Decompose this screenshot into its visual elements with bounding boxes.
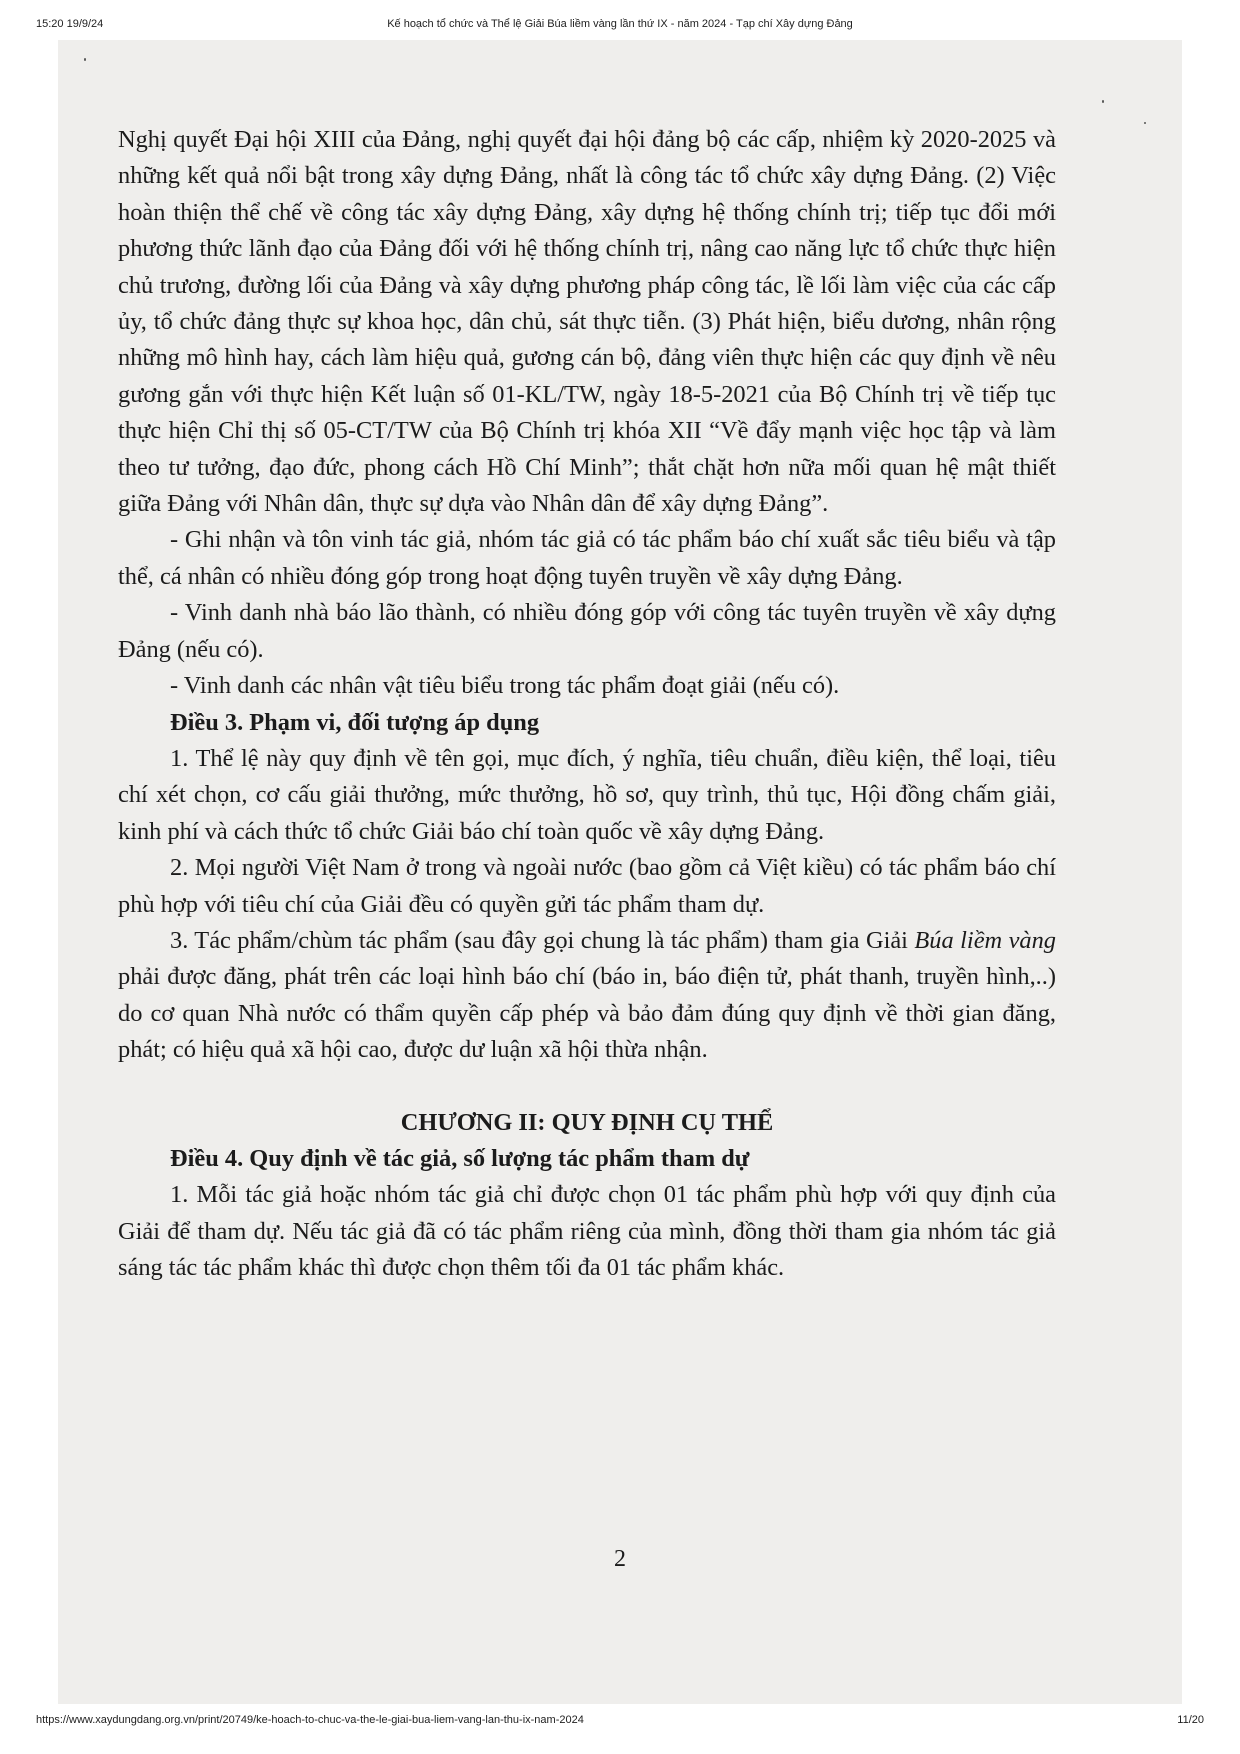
print-footer — [0, 1714, 1240, 1734]
print-timestamp: 15:20 19/9/24 — [36, 18, 104, 30]
document-body — [118, 122, 1056, 1287]
body-paragraph: Nghị quyết Đại hội XIII của Đảng, nghị quyết đại hội đảng bộ các cấp, nhiệm kỳ 2020-2025 và những kết quả nổi bật trong xây dựng Đảng, nhất là công tác tổ chức xây dựng Đảng. (2) Việc hoàn thiện thể chế về công tác xây dựng Đảng, xây dựng hệ thống chính trị; tiếp tục đổi mới phương thức lãnh đạo của Đảng đối với hệ thống chính trị, nâng cao năng lực tổ chức thực hiện chủ trương, đường lối của Đảng và xây dựng phương pháp công tác, lề lối làm việc của các cấp ủy, tổ chức đảng thực sự khoa học, dân chủ, sát thực tiễn. (3) Phát hiện, biểu dương, nhân rộng những mô hình hay, cách làm hiệu quả, gương cán bộ, đảng viên thực hiện các quy định về nêu gương gắn với thực hiện Kết luận số 01-KL/TW, ngày 18-5-2021 của Bộ Chính trị về tiếp tục thực hiện Chỉ thị số 05-CT/TW của Bộ Chính trị khóa XII “Về đẩy mạnh việc học tập và làm theo tư tưởng, đạo đức, phong cách Hồ Chí Minh”; thắt chặt hơn nữa mối quan hệ mật thiết giữa Đảng với Nhân dân, thực sự dựa vào Nhân dân để xây dựng Đảng”. — [118, 126, 1056, 518]
clause-paragraph: 1. Thể lệ này quy định về tên gọi, mục đích, ý nghĩa, tiêu chuẩn, điều kiện, thể loại, tiêu chí xét chọn, cơ cấu giải thưởng, mức thưởng, hồ sơ, quy trình, thủ tục, Hội đồng chấm giải, kinh phí và cách thức tổ chức Giải báo chí toàn quốc về xây dựng Đảng. — [118, 744, 1056, 845]
print-page-title: Kế hoạch tổ chức và Thể lệ Giải Búa liềm vàng lần thứ IX - năm 2024 - Tạp chí Xây dựng Đảng — [387, 18, 853, 30]
chapter-heading: CHƯƠNG II: QUY ĐỊNH CỤ THỂ — [400, 1108, 774, 1136]
bullet-paragraph: - Vinh danh nhà báo lão thành, có nhiều đóng góp với công tác tuyên truyền về xây dựng Đảng (nếu có). — [118, 599, 1056, 663]
scan-speck — [1102, 100, 1104, 103]
clause-paragraph: 1. Mỗi tác giả hoặc nhóm tác giả chỉ được chọn 01 tác phẩm phù hợp với quy định của Giải để tham dự. Nếu tác giả đã có tác phẩm riêng của mình, đồng thời tham gia nhóm tác giả sáng tác tác phẩm khác thì được chọn thêm tối đa 01 tác phẩm khác. — [118, 1181, 1056, 1282]
clause-paragraph: 2. Mọi người Việt Nam ở trong và ngoài nước (bao gồm cả Việt kiều) có tác phẩm báo chí phù hợp với tiêu chí của Giải đều có quyền gửi tác phẩm tham dự. — [118, 854, 1056, 918]
print-header — [0, 18, 1240, 38]
scan-speck — [1144, 122, 1146, 124]
bullet-paragraph: - Ghi nhận và tôn vinh tác giả, nhóm tác giả có tác phẩm báo chí xuất sắc tiêu biểu và tập thể, cá nhân có nhiều đóng góp trong hoạt động tuyên truyền về xây dựng Đảng. — [118, 526, 1056, 590]
page-number: 2 — [614, 1546, 626, 1572]
article-heading: Điều 4. Quy định về tác giả, số lượng tác phẩm tham dự — [170, 1144, 750, 1172]
scan-speck — [84, 58, 86, 61]
clause-text: 3. Tác phẩm/chùm tác phẩm (sau đây gọi chung là tác phẩm) tham gia Giải — [170, 926, 908, 954]
award-name: Búa liềm vàng — [914, 926, 1056, 954]
clause-text: phải được đăng, phát trên các loại hình báo chí (báo in, báo điện tử, phát thanh, truyền hình,..) do cơ quan Nhà nước có thẩm quyền cấp phép và bảo đảm đúng quy định về thời gian đăng, phát; có hiệu quả xã hội cao, được dư luận xã hội thừa nhận. — [118, 963, 1056, 1064]
article-heading: Điều 3. Phạm vi, đối tượng áp dụng — [170, 708, 540, 736]
print-page-count: 11/20 — [1177, 1714, 1204, 1726]
clause-paragraph — [118, 923, 1056, 1069]
print-url: https://www.xaydungdang.org.vn/print/20749/ke-hoach-to-chuc-va-the-le-giai-bua-liem-vang-lan-thu-ix-nam-2024 — [36, 1714, 584, 1726]
bullet-paragraph: - Vinh danh các nhân vật tiêu biểu trong tác phẩm đoạt giải (nếu có). — [170, 672, 840, 700]
